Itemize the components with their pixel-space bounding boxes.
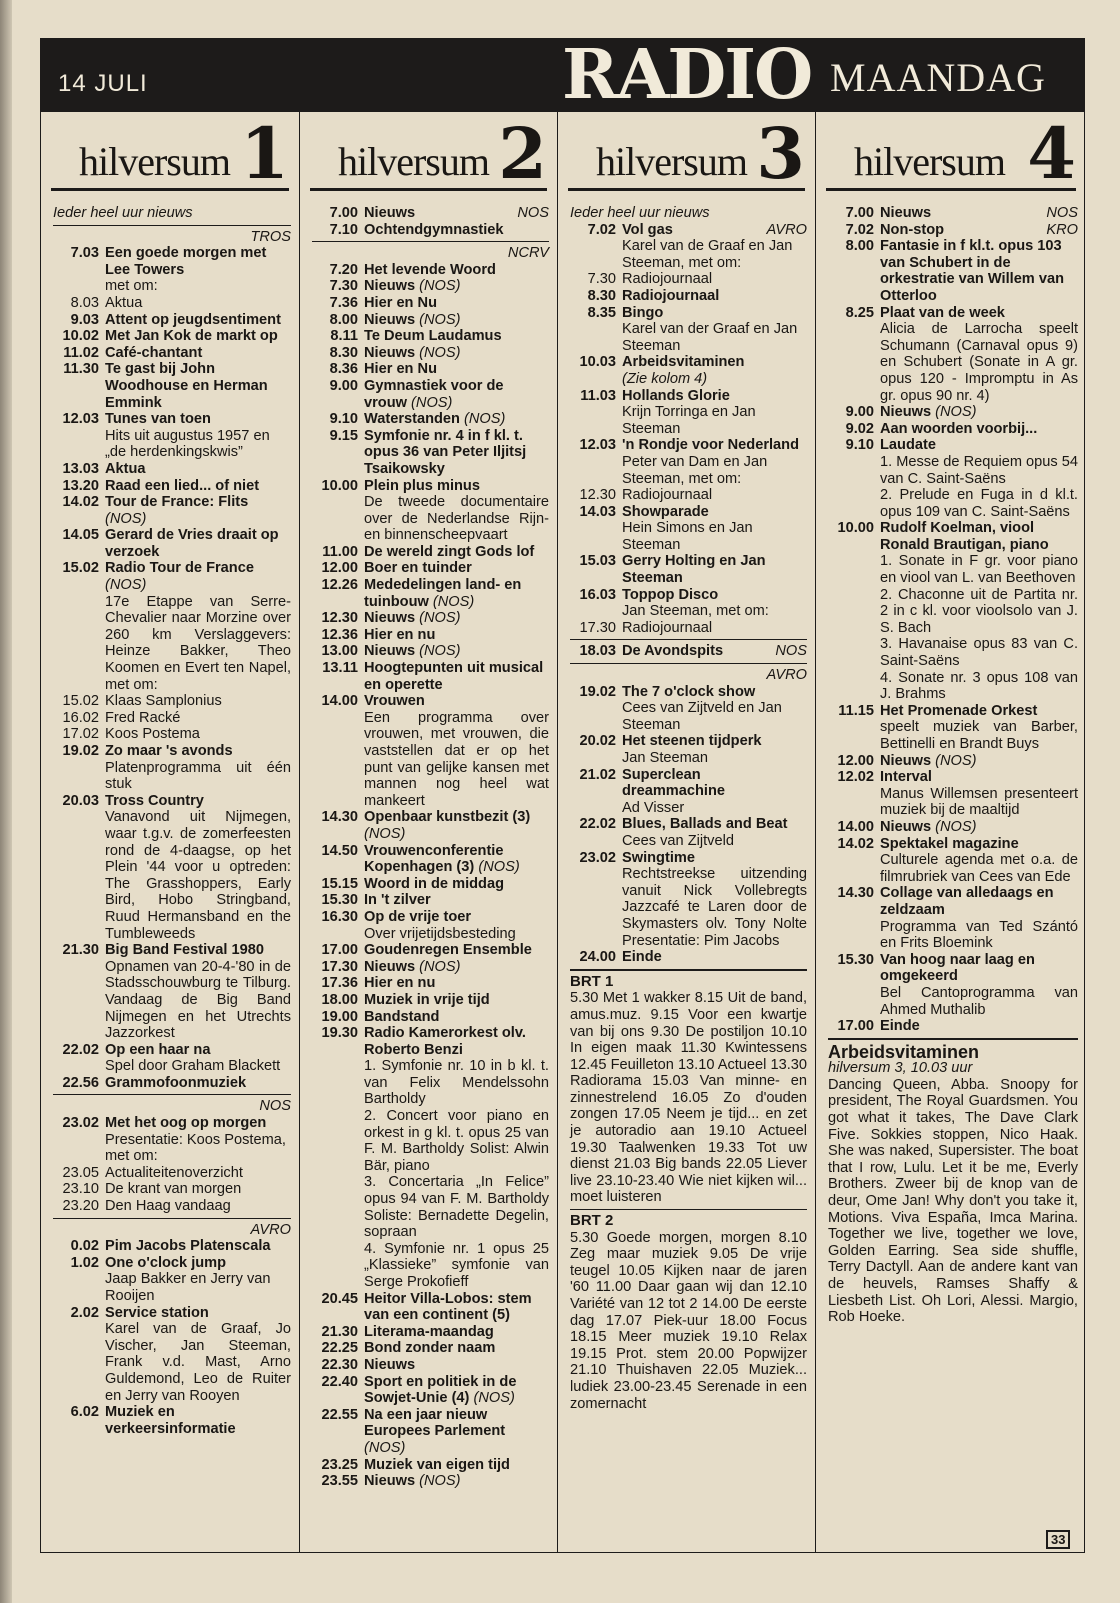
program-entry: 9.10 Waterstanden (NOS) [329, 411, 506, 428]
column-header [568, 112, 805, 195]
program-entry: 11.03 Hollands Glorie [580, 387, 730, 404]
program-entry: 8.00 Fantasie in f kl.t. opus 103 van Schubert in de orkestratie van Willem van Otterloo [845, 238, 1064, 304]
header-day: MAANDAG [830, 55, 1046, 100]
program-entry: 10.00 Plein plus minus [321, 477, 480, 494]
program-entry: 14.00 Vrouwen [321, 693, 425, 710]
program-entry: 18.00 Muziek in vrije tijd [321, 991, 490, 1008]
program-entry: 16.30 Op de vrije toer [321, 908, 472, 925]
program-entry: 17.30 Radiojournaal [579, 619, 713, 636]
program-entry: 17.30 Nieuws (NOS) [321, 958, 461, 975]
program-entry: 12.03 Tunes van toen [62, 411, 211, 428]
program-entry: 23.10 De krant van morgen [62, 1181, 242, 1198]
program-entry: 23.20 Den Haag vandaag [62, 1198, 231, 1215]
program-entry: 22.02 Op een haar na [62, 1041, 211, 1058]
column-hilversum-2 [299, 112, 557, 1553]
program-entry: 8.35 Bingo [587, 304, 664, 321]
radio-guide-page [40, 35, 1085, 1553]
program-entry: 21.30 Big Band Festival 1980 [62, 942, 264, 959]
header-title: RADIO [562, 35, 812, 115]
program-entry: 7.30 Nieuws (NOS) [329, 278, 461, 295]
column-hilversum-1 [41, 112, 299, 1553]
news-note: Ieder heel uur nieuws [570, 205, 710, 221]
program-entry: 17.02 Koos Postema [62, 726, 200, 743]
program-entry: 15.02 Radio Tour de France [62, 560, 254, 577]
program-entry: 18.03 De Avondspits NOS [579, 643, 807, 660]
broadcaster-label: TROS [250, 228, 291, 245]
program-entry: 23.02 Swingtime [579, 849, 695, 866]
program-entry: 13.00 Nieuws (NOS) [321, 643, 461, 660]
brt2-schedule: 5.30 Goede morgen, morgen 8.10 Zeg maar muziek 9.05 De vrije teugel 10.05 Kijken naar de jaren '60 11.00 Daar gaan wij dan 12.10 Variété van 12 tot 2 14.00 De eerste dag 17.07 Piek-uur 18.00 Focus 18.15 Meer muziek 19.10 Relax 19.15 Prot. stem 20.00 Popwijzer 21.10 Thuishaven 22.05 Muziek... ludiek 23.00-23.45 Serenade in een zomernacht [570, 1229, 807, 1412]
program-entry: 20.02 Het steenen tijdperk [579, 733, 762, 750]
program-entry: 7.02 Vol gas AVRO [587, 221, 807, 238]
page-header [40, 35, 1085, 115]
station-name: hilversum [596, 139, 747, 184]
program-entry: 14.05 Gerard de Vries draait op verzoek [62, 527, 279, 560]
program-entry: 8.30 Nieuws (NOS) [329, 344, 461, 361]
column-body: Ieder heel uur nieuws TROS 7.03 Een goede morgen met Lee Towers met om: 8.03 Aktua 9.03 Attent op jeugdsentiment 10.02 Met Jan Kok de markt op 11.02 Café-chantant 11.30 Te gast bij John Woodhouse en Herman Emmink 12.03 Tunes van toen Hits uit augustus 1957 en „de herdenkingskwis” 13.03 Aktua 13.20 Raad een lied... of niet 14.02 Tour de France: Flits (NOS) 14.05 Gerard de Vries draait op verzoek 15.02 Radio Tour de France (NOS) 17e Etappe van Serre-Chevalier naar Morzine over 260 km Verslaggevers: Heinze Bakker, Theo Koomen en Evert ten Napel, met om: 15.02 Klaas Samplonius 16.02 Fred Racké 17.02 Koos Postema 19.02 Zo maar 's avonds Platenprogramma uit één stuk 20.03 Tross Country Vanavond uit Nijmegen, waar t.g.v. de zomerfeesten rond de 4-daagse, op het Plein '44 voor u optreden: The Grasshoppers, Early Bird, Hobo Stringband, Ruud Hermansband en the Tumbleweeds 21.30 Big Band Festival 1980 Opnamen van 20-4-'80 in de Stadsschouwburg te Tilburg. Vandaag de Big Band Nijmegen en het Utrechts Jazzorkest 22.02 Op een haar na Spel door Graham Blackett 22.56 Grammofoonmuziek NOS 23.02 Met het oog op morgen Presentatie: Koos Postema, met om: 23.05 Actualiteitenoverzicht 23.10 De krant van morgen 23.20 Den Haag vandaag AVRO 0.02 Pim Jacobs Platenscala 1.02 One o'clock jump Jaap Bakker en Jerry van Rooijen 2.02 Service station Karel van de Graaf, Jo Vischer, Jan Steeman, Frank v.d. Mast, Arno Guldemond, Leo de Ruiter en Jerry van Rooyen 6.02 Muziek en verkeersinformatie [53, 205, 291, 1437]
program-entry: 17.00 Goudenregen Ensemble [321, 942, 532, 959]
program-entry: 23.25 Muziek van eigen tijd [321, 1456, 510, 1473]
program-entry: 23.55 Nieuws (NOS) [321, 1473, 461, 1490]
program-entry: 13.03 Aktua [62, 460, 146, 477]
program-entry: 20.45 Heitor Villa-Lobos: stem van een continent (5) [321, 1290, 532, 1324]
program-entry: 13.11 Hoogtepunten uit musical en operette [322, 660, 544, 693]
program-entry: 8.03 Aktua [70, 294, 143, 311]
program-entry: 19.02 Zo maar 's avonds [62, 743, 233, 759]
program-entry: 12.00 Boer en tuinder [321, 560, 472, 577]
program-entry: 12.03 'n Rondje voor Nederland [579, 437, 799, 454]
program-entry: 19.02 The 7 o'clock show [579, 683, 756, 700]
program-entry: 15.02 Klaas Samplonius [62, 693, 222, 710]
program-entry: 11.30 Te gast bij John Woodhouse en Herman Emmink [63, 361, 268, 411]
program-entry: 0.02 Pim Jacobs Platenscala [70, 1238, 271, 1255]
program-entry: 19.00 Bandstand [321, 1008, 440, 1025]
column-header [51, 112, 289, 195]
program-entry: 8.25 Plaat van de week [845, 304, 1005, 321]
program-entry: 6.02 Muziek en verkeersinformatie [70, 1404, 236, 1437]
column-header [826, 112, 1076, 195]
program-entry: 7.00 Nieuws NOS [845, 205, 1078, 221]
program-entry: 22.30 Nieuws [321, 1356, 416, 1373]
station-number: 1 [240, 112, 289, 195]
station-number: 4 [1027, 112, 1076, 195]
arbeidsvitaminen-subtitle: hilversum 3, 10.03 uur [828, 1060, 973, 1077]
broadcaster-label: NOS [259, 1098, 291, 1115]
broadcaster-label: AVRO [766, 667, 807, 684]
station-number: 3 [756, 112, 805, 195]
program-entry: 9.00 Gymnastiek voor de vrouw (NOS) [329, 377, 504, 411]
program-entry: 12.26 Mededelingen land- en tuinbouw (NOS) [321, 577, 522, 610]
program-entry: 8.11 Te Deum Laudamus [330, 328, 502, 345]
program-entry: 20.03 Tross Country [62, 792, 204, 809]
program-entry: 7.36 Hier en Nu [329, 294, 437, 311]
program-entry: 23.05 Actualiteitenoverzicht [62, 1164, 243, 1181]
brt2-title: BRT 2 [570, 1212, 614, 1230]
program-entry: 9.00 Nieuws (NOS) [845, 404, 977, 421]
program-entry: 15.30 Van hoog naar laag en omgekeerd [837, 951, 1035, 985]
program-entry: 17.36 Hier en nu [321, 975, 436, 992]
program-entry: 22.40 Sport en politiek in de Sowjet-Unie (4) (NOS) [321, 1373, 517, 1407]
program-entry: 22.25 Bond zonder naam [321, 1340, 496, 1357]
program-entry: 16.03 Toppop Disco [579, 586, 719, 603]
program-entry: 24.00 Einde [579, 949, 662, 966]
program-entry: 13.20 Raad een lied... of niet [62, 477, 260, 494]
program-entry: 9.10 Laudate [845, 437, 936, 454]
column-header [310, 112, 547, 195]
program-entry: 10.03 Arbeidsvitaminen [579, 354, 745, 371]
program-entry: 7.03 Een goede morgen met Lee Towers [70, 245, 267, 278]
program-entry: 12.30 Radiojournaal [579, 487, 713, 504]
program-entry: 15.30 In 't zilver [321, 892, 431, 909]
program-entry: 12.00 Nieuws (NOS) [837, 752, 977, 769]
program-entry: 12.36 Hier en nu [321, 626, 436, 643]
program-entry: 22.02 Blues, Ballads and Beat [579, 816, 788, 833]
column-hilversum-3 [557, 112, 815, 1553]
program-entry: 21.02 Superclean dreammachine [579, 766, 726, 800]
station-number: 2 [498, 112, 547, 195]
broadcaster-label: NCRV [507, 245, 549, 262]
brt1-schedule: 5.30 Met 1 wakker 8.15 Uit de band, amus.muz. 9.15 Voor een kwartje van bij ons 9.30 De postiljon 10.10 In eigen maak 11.30 Kwintessens 12.45 Feuilleton 13.10 Actueel 13.30 Radiorama 15.03 Van minne- en zinnestrelend 16.05 Zo d'ouden zongen 17.05 Neem je tijd... en zet je autoradio aan 19.10 Actueel 19.30 Taalwenken 19.33 Tot uw dienst 21.03 Big bands 22.05 Liever live 23.10-23.40 Wie niet kijken wil... moet luisteren [570, 990, 807, 1206]
header-date: 14 JULI [58, 70, 148, 97]
program-entry: 8.30 Radiojournaal [587, 287, 720, 304]
program-entry: 21.30 Literama-maandag [321, 1323, 494, 1340]
program-entry: 1.02 One o'clock jump [70, 1254, 227, 1271]
schedule-grid [40, 112, 1085, 1553]
program-entry: 22.55 Na een jaar nieuw Europees Parlement (NOS) [321, 1406, 506, 1456]
brt1-title: BRT 1 [570, 972, 614, 990]
column-body: 7.00 Nieuws NOS 7.10 Ochtendgymnastiek NCRV 7.20 Het levende Woord 7.30 Nieuws (NOS) 7.36 Hier en Nu 8.00 Nieuws (NOS) 8.11 Te Deum Laudamus 8.30 Nieuws (NOS) 8.36 Hier en Nu 9.00 Gymnastiek voor de vrouw (NOS) 9.10 Waterstanden (NOS) 9.15 Symfonie nr. 4 in f kl. t. opus 36 van Peter Iljitsj Tsaikowsky 10.00 Plein plus minus De tweede documentaire over de Nederlandse Rijn- en binnenscheepvaart 11.00 De wereld zingt Gods lof 12.00 Boer en tuinder 12.26 Mededelingen land- en tuinbouw (NOS) 12.30 Nieuws (NOS) 12.36 Hier en nu 13.00 Nieuws (NOS) 13.11 Hoogtepunten uit musical en operette 14.00 Vrouwen Een programma over vrouwen, met vrouwen, die vaststellen dat er op het punt van gelijke kansen met mannen nog heel wat mankeert 14.30 Openbaar kunstbezit (3) (NOS) 14.50 Vrouwenconferentie Kopenhagen (3) (NOS) 15.15 Woord in de middag 15.30 In 't zilver 16.30 Op de vrije toer Over vrijetijdsbesteding 17.00 Goudenregen Ensemble 17.30 Nieuws (NOS) 17.36 Hier en nu 18.00 Muziek in vrije tijd 19.00 Bandstand 19.30 Radio Kamerorkest olv. Roberto Benzi 1. Symfonie nr. 10 in b kl. t. van Felix Mendelssohn Bartholdy 2. Concert voor piano en orkest in g kl. t. opus 25 van F. M. Bartholdy Solist: Alwin Bär, piano 3. Concertaria „In Felice” opus 94 van F. M. Bartholdy Soliste: Bernadette Degelin, sopraan 4. Symfonie nr. 1 opus 25 „Klassieke” symfonie van Serge Prokofieff 20.45 Heitor Villa-Lobos: stem van een continent (5) 21.30 Literama-maandag 22.25 Bond zonder naam 22.30 Nieuws 22.40 Sport en politiek in de Sowjet-Unie (4) (NOS) 22.55 Na een jaar nieuw Europees Parlement (NOS) 23.25 Muziek van eigen tijd 23.55 Nieuws (NOS) [312, 191, 549, 1490]
program-entry: 7.10 Ochtendgymnastiek [329, 221, 504, 238]
program-entry: 10.02 Met Jan Kok de markt op [62, 328, 278, 345]
program-entry: 16.02 Fred Racké [62, 709, 181, 726]
program-entry: 23.02 Met het oog op morgen [62, 1115, 267, 1132]
program-entry: 9.02 Aan woorden voorbij... [845, 420, 1038, 437]
program-entry: 11.02 Café-chantant [63, 344, 203, 361]
program-entry: 11.15 Het Promenade Orkest [838, 702, 1038, 719]
program-entry: 17.00 Einde [837, 1018, 920, 1035]
program-entry: 15.15 Woord in de middag [321, 875, 504, 892]
program-entry: 14.02 Tour de France: Flits [62, 494, 249, 511]
broadcaster-label: AVRO [250, 1221, 291, 1238]
program-entry: 11.00 De wereld zingt Gods lof [322, 543, 535, 560]
program-entry: 8.00 Nieuws (NOS) [329, 311, 461, 328]
program-entry: 22.56 Grammofoonmuziek [62, 1074, 247, 1091]
program-entry: 7.30 Radiojournaal [587, 271, 713, 288]
station-name: hilversum [338, 139, 489, 184]
column-body: Ieder heel uur nieuws 7.02 Vol gas AVRO Karel van de Graaf en Jan Steeman, met om: 7.30 Radiojournaal 8.30 Radiojournaal 8.35 Bingo Karel van der Graaf en Jan Steeman 10.03 Arbeidsvitaminen (Zie kolom 4) 11.03 Hollands Glorie Krijn Torringa en Jan Steeman 12.03 'n Rondje voor Nederland Peter van Dam en Jan Steeman, met om: 12.30 Radiojournaal 14.03 Showparade Hein Simons en Jan Steeman 15.03 Gerry Holting en Jan Steeman 16.03 Toppop Disco Jan Steeman, met om: 17.30 Radiojournaal 18.03 De Avondspits NOS AVRO 19.02 The 7 o'clock show Cees van Zijtveld en Jan Steeman 20.02 Het steenen tijdperk Jan Steeman 21.02 Superclean dreammachine Ad Visser 22.02 Blues, Ballads and Beat Cees van Zijtveld 23.02 Swingtime Rechtstreekse uitzending vanuit Nick Vollebregts Jazzcafé te Laren door de Skymasters olv. Tony Nolte Presentatie: Pim Jacobs 24.00 Einde BRT 1 5.30 Met 1 wakker 8.15 Uit de band, amus.muz. 9.15 Voor een kwartje van bij ons 9.30 De postiljon 10.10 In eigen maak 11.30 Kwintessens 12.45 Feuilleton 13.10 Actueel 13.30 Radiorama 15.03 Van minne- en zinnestrelend 16.05 Zo d'ouden zongen 17.05 Neem je tijd... en zet je autoradio aan 19.10 Actueel 19.30 Taalwenken 19.33 Tot uw dienst 21.03 Big bands 22.05 Liever live 23.10-23.40 Wie niet kijken wil... moet luisteren BRT 2 5.30 Goede morgen, morgen 8.10 Zeg maar muziek 9.05 De vrije teugel 10.05 Kijken naar de jaren '60 11.00 Daar gaan wij dan 12.10 Variété van 12 tot 2 14.00 De eerste dag 17.07 Piek-uur 18.00 Focus 18.15 Meer muziek 19.10 Relax 19.15 Prot. stem 20.00 Popwijzer 21.10 Thuishaven 22.05 Muziek... ludiek 23.00-23.45 Serenade in een zomernacht [570, 205, 807, 1412]
page-binding-edge [0, 0, 12, 1603]
program-entry: 7.02 Non-stop KRO [845, 221, 1078, 238]
program-entry: 12.30 Nieuws (NOS) [321, 610, 461, 627]
page-number: 33 [1046, 1530, 1070, 1549]
program-entry: 15.03 Gerry Holting en Jan Steeman [579, 553, 766, 587]
arbeidsvitaminen-title: Arbeidsvitaminen [828, 1041, 980, 1062]
program-entry: 14.00 Nieuws (NOS) [837, 818, 977, 835]
program-entry: 9.03 Attent op jeugdsentiment [70, 311, 281, 328]
program-entry: 7.20 Het levende Woord [329, 261, 496, 278]
arbeidsvitaminen-playlist: Dancing Queen, Abba. Snoopy for president, The Royal Guardsmen. You got what it takes, The Dave Clark Five. Sokkies stoppen, Nico Haak. She was naked, Supersister. The boat that I row, Lulu. Let it be me, Everly Brothers. Zweer bij de knop van de deur, Ome Jan! Why don't you take it, Motions. Viva España, Imca Marina. Together we live, together we love, Golden Earring. Sea side shuffle, Terry Dactyll. Aan de andere kant van de heuvels, Ramses Shaffy & Liesbeth List. Oh Lori, Alessi. Margio, Rob Hoeke. [828, 1076, 1078, 1326]
program-entry: 9.15 Symfonie nr. 4 in f kl. t. opus 36 van Peter Iljitsj Tsaikowsky [329, 427, 527, 477]
program-entry: 19.30 Radio Kamerorkest olv. Roberto Benzi [321, 1025, 526, 1058]
news-note: Ieder heel uur nieuws [53, 205, 193, 221]
program-entry: 14.50 Vrouwenconferentie Kopenhagen (3) (NOS) [321, 842, 520, 876]
program-entry: 14.30 Openbaar kunstbezit (3) (NOS) [321, 809, 531, 842]
program-entry: 8.36 Hier en Nu [329, 361, 437, 378]
station-name: hilversum [854, 139, 1005, 184]
program-entry: 2.02 Service station [70, 1304, 209, 1321]
program-entry: 14.30 Collage van alledaags en zeldzaam [837, 885, 1054, 918]
column-body: 7.00 Nieuws NOS 7.02 Non-stop KRO 8.00 Fantasie in f kl.t. opus 103 van Schubert in de orkestratie van Willem van Otterloo 8.25 Plaat van de week Alicia de Larrocha speelt Schumann (Carnaval opus 9) en Schubert (Sonate in A gr. opus 120 - Impromptu in As gr. opus 90 nr. 4) 9.00 Nieuws (NOS) 9.02 Aan woorden voorbij... 9.10 Laudate 1. Messe de Requiem opus 54 van C. Saint-Saëns 2. Prelude en Fuga in d kl.t. opus 109 van C. Saint-Saëns 10.00 Rudolf Koelman, viool Ronald Brautigan, piano 1. Sonate in F gr. voor piano en viool van L. van Beethoven 2. Chaconne uit de Partita nr. 2 in c kl. voor vioolsolo van J. S. Bach 3. Havanaise opus 83 van C. Saint-Saëns 4. Sonate nr. 3 opus 108 van J. Brahms 11.15 Het Promenade Orkest speelt muziek van Barber, Bettinelli en Brandt Buys 12.00 Nieuws (NOS) 12.02 Interval Manus Willemsen presenteert muziek bij de maaltijd 14.00 Nieuws (NOS) 14.02 Spektakel magazine Culturele agenda met o.a. de filmrubriek van Cees van Ede 14.30 Collage van alledaags en zeldzaam Programma van Ted Szántó en Frits Bloemink 15.30 Van hoog naar laag en omgekeerd Bel Cantoprogramma van Ahmed Muthalib 17.00 Einde Arbeidsvitaminen hilversum 3, 10.03 uur Dancing Queen, Abba. Snoopy for president, The Royal Guardsmen. You got what it takes, The Dave Clark Five. Sokkies stoppen, Nico Haak. She was naked, Supersister. The boat that I row, Lulu. Let it be me, Everly Brothers. Zweer bij de knop van de deur, Ome Jan! Why don't you take it, Motions. Viva España, Imca Marina. Together we live, together we love, Golden Earring. Sea side shuffle, Terry Dactyll. Aan de andere kant van de heuvels, Ramses Shaffy & Liesbeth List. Oh Lori, Alessi. Margio, Rob Hoeke. [828, 205, 1078, 1326]
station-name: hilversum [79, 139, 230, 184]
program-entry: 7.00 Nieuws NOS [329, 205, 549, 221]
column-hilversum-4 [815, 112, 1086, 1553]
program-entry: 10.00 Rudolf Koelman, viool Ronald Brautigan, piano [837, 520, 1049, 553]
program-entry: 14.03 Showparade [579, 503, 709, 520]
program-entry: 14.02 Spektakel magazine [837, 835, 1019, 852]
program-entry: 12.02 Interval [837, 769, 932, 786]
